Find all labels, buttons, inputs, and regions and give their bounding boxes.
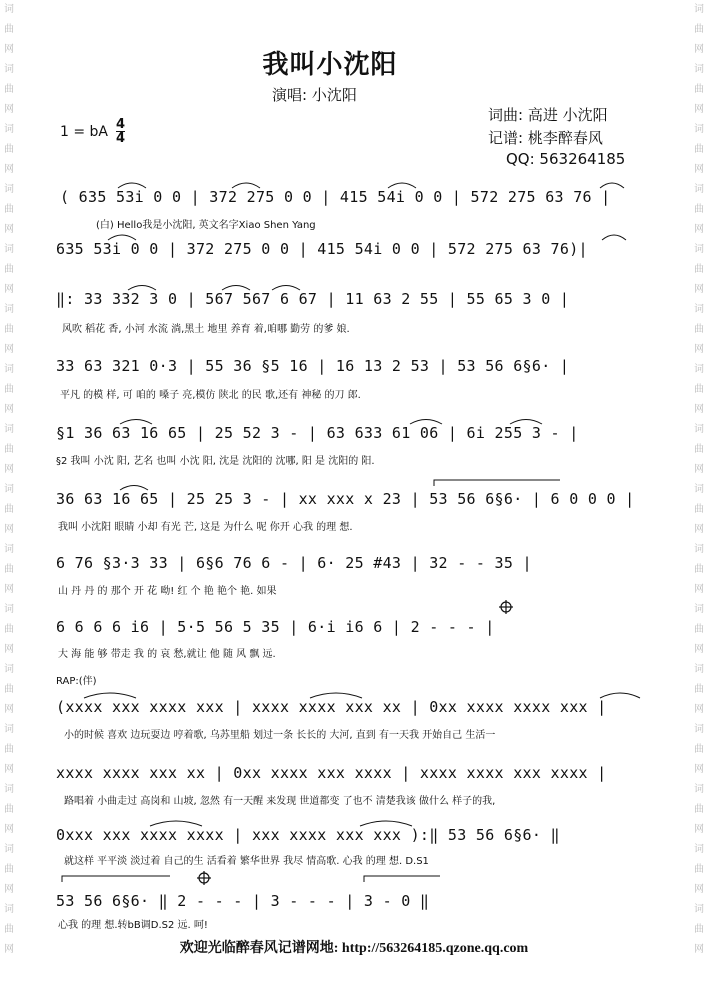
slur — [388, 183, 416, 188]
slur — [360, 821, 412, 826]
score-row-7-notes: 6 76 §3·3 33 | 6§6 76 6 - | 6· 25 #43 | 32 - - 35 | — [56, 554, 532, 572]
score-row-4-lyrics: 平凡 的模 样, 可 咱的 嗓子 亮,模仿 陕北 的民 歌,还有 神秘 的刀 郎. — [60, 390, 361, 401]
qq-credit: QQ: 563264185 — [506, 150, 626, 168]
song-title: 我叫小沈阳 — [262, 50, 398, 80]
slur — [602, 235, 626, 240]
coda-icon — [499, 600, 513, 614]
coda-signs — [197, 600, 513, 885]
volta-bracket — [62, 876, 170, 882]
slur-marks — [84, 183, 640, 826]
score-row-10-lyrics: 路唱着 小曲走过 高岗和 山坡, 忽然 有一天醒 来发现 世道都变 了也不 清楚我该 做什么 样子的我, — [64, 796, 496, 807]
slur — [118, 183, 146, 188]
score-row-12-notes: 53 56 6§6· ‖ 2 - - - | 3 - - - | 3 - 0 ‖ — [56, 892, 430, 910]
score-row-11-notes: 0xxx xxx xxxx xxxx | xxx xxxx xxx xxx ):‖ 53 56 6§6· ‖ — [56, 826, 560, 844]
time-denominator: 4 — [116, 131, 126, 146]
score-row-7-lyrics: 山 丹 丹 的 那个 开 花 呦! 红 个 艳 艳个 艳. 如果 — [58, 586, 277, 597]
score-row-8-notes: 6 6 6 6 i6 | 5·5 56 5 35 | 6·i i6 6 | 2 - - - | — [56, 618, 495, 636]
score-row-6-notes: 36 63 16 65 | 25 25 3 - | xx xxx x 23 | 53 56 6§6· | 6 0 0 0 | — [56, 490, 635, 508]
coda-icon — [197, 871, 211, 885]
slur — [600, 183, 624, 188]
slur — [410, 420, 442, 425]
slur — [150, 821, 202, 826]
score-row-3-notes: ‖: 33 332 3 0 | 567 567 6 67 | 11 63 2 55 | 55 65 3 0 | — [56, 290, 570, 308]
volta-brackets — [62, 480, 560, 882]
score-row-8-lyrics: 大 海 能 够 带走 我 的 哀 愁,就让 他 随 风 飘 远. — [58, 649, 276, 660]
slur — [120, 420, 152, 425]
lyricist-composer-credit: 词曲: 高进 小沈阳 — [488, 106, 608, 124]
slur — [310, 693, 362, 698]
slur — [108, 235, 136, 240]
score-row-6-lyrics: 我叫 小沈阳 眼睛 小却 有光 芒, 这是 为什么 呢 你开 心我 的理 想. — [58, 522, 353, 533]
score-row-1-notes: ( 635 53i 0 0 | 372 275 0 0 | 415 54i 0 0 | 572 275 63 76 | — [60, 188, 611, 206]
volta-bracket — [434, 480, 560, 486]
score-row-5-lyrics: §2 我叫 小沈 阳, 艺名 也叫 小沈 阳, 沈是 沈阳的 沈哪, 阳 是 沈阳的 阳. — [56, 456, 375, 467]
slur — [272, 286, 300, 291]
volta-bracket — [364, 876, 440, 882]
time-numerator: 4 — [116, 117, 126, 132]
score-row-11-lyrics: 就这样 平平淡 淡过着 自己的生 活看着 繁华世界 我尽 情高歌. 心我 的理 想. D.S1 — [64, 856, 429, 867]
score-row-3-lyrics: 风吹 稻花 香, 小河 水流 淌,黑土 地里 养育 着,咱哪 勤劳 的爹 娘. — [62, 324, 350, 335]
footer-website: 欢迎光临醉春风记谱网地: http://563264185.qzone.qq.com — [179, 941, 529, 956]
left-watermark: 词曲网词曲网词曲网词曲网词曲网词曲网词曲网词曲网词曲网词曲网词曲网词曲网词曲网词曲网词曲网词曲网 — [4, 4, 14, 955]
slur — [128, 286, 156, 291]
slur — [510, 420, 542, 425]
rap-label: RAP:(伴) — [56, 676, 97, 687]
transcriber-credit: 记谱: 桃李醉春风 — [488, 129, 603, 147]
right-watermark: 词曲网词曲网词曲网词曲网词曲网词曲网词曲网词曲网词曲网词曲网词曲网词曲网词曲网词曲网词曲网词曲网 — [694, 4, 704, 955]
key-signature: 1 = bA — [60, 124, 109, 140]
score-row-1-lyrics: (白) Hello我是小沈阳, 英文名字Xiao Shen Yang — [96, 220, 316, 231]
slur — [600, 693, 640, 698]
singer-credit: 演唱: 小沈阳 — [272, 86, 357, 104]
score-row-4-notes: 33 63 321 0·3 | 55 36 §5 16 | 16 13 2 53 | 53 56 6§6· | — [56, 357, 570, 375]
slur — [84, 693, 136, 698]
score-row-9-lyrics: 小的时候 喜欢 边玩耍边 哼着歌, 乌苏里船 划过一条 长长的 大河, 直到 有一天我 开始自己 生活一 — [64, 730, 496, 741]
score-row-2-notes: 635 53i 0 0 | 372 275 0 0 | 415 54i 0 0 | 572 275 63 76)| — [56, 240, 588, 258]
score-row-12-lyrics: 心我 的理 想.转bB调D.S2 远. 呵! — [58, 920, 208, 931]
slur — [120, 486, 148, 491]
score-row-10-notes: xxxx xxxx xxx xx | 0xx xxxx xxx xxxx | xxxx xxxx xxx xxxx | — [56, 764, 607, 782]
score-row-5-notes: §1 36 63 16 65 | 25 52 3 - | 63 633 61 06 | 6i 255 3 - | — [56, 424, 579, 442]
slur — [232, 183, 260, 188]
slur — [222, 286, 250, 291]
score-row-9-notes: (xxxx xxx xxxx xxx | xxxx xxxx xxx xx | 0xx xxxx xxxx xxx | — [56, 698, 607, 716]
